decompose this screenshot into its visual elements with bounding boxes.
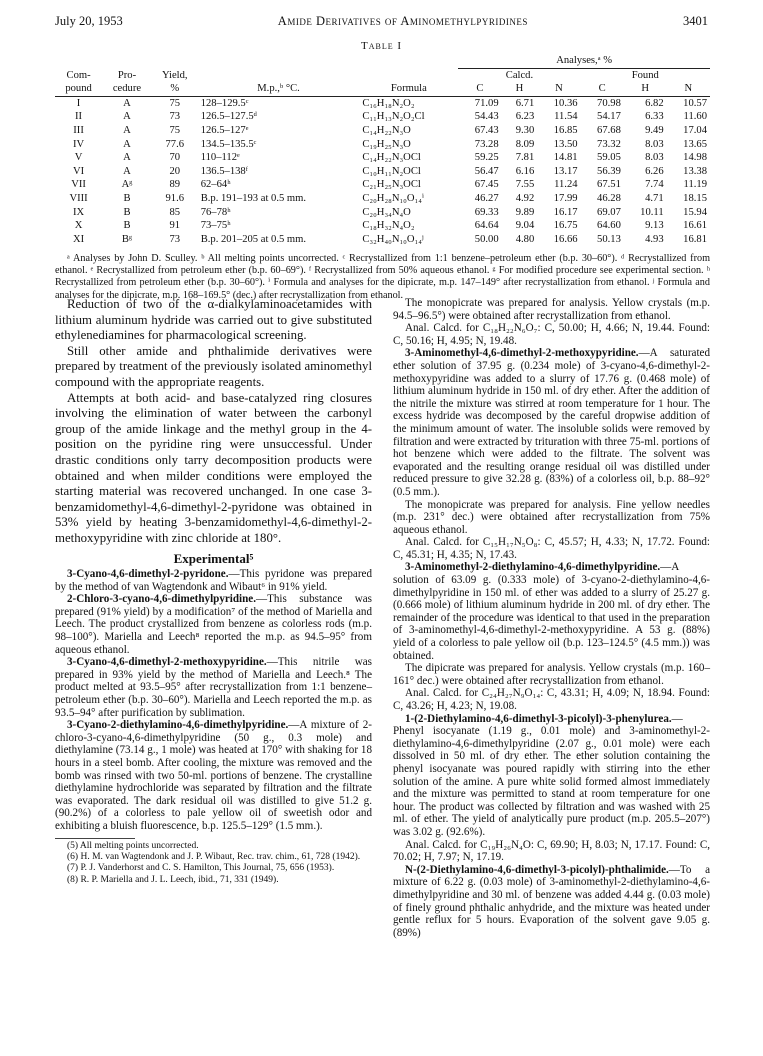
table-cell-formula: C₁₈H₃₂N₄O₂: [362, 220, 415, 232]
paragraph: The monopicrate was prepared for analysis. Fine yellow needles (m.p. 231° dec.) were obtained after recrystallization from 75% aqueous ethanol.: [393, 498, 710, 536]
reference: (8) R. P. Mariella and J. L. Leech, ibid., 71, 331 (1949).: [67, 874, 279, 885]
table-cell-ch: 4.80: [515, 233, 535, 245]
table-cell-fn: 15.94: [683, 206, 707, 218]
table-cell-cn: 16.85: [553, 124, 578, 136]
table-cell-ch: 6.16: [515, 165, 535, 177]
table-cell-cn: 16.75: [553, 220, 578, 232]
calcd-header: Calcd.: [505, 69, 534, 81]
table-row: [55, 165, 710, 179]
table-cell-fh: 6.33: [645, 111, 664, 123]
table-row: [55, 151, 710, 165]
table-row: [55, 110, 710, 124]
table-row: [55, 96, 710, 110]
table-cell-cc: 50.00: [474, 233, 499, 245]
table-cell-formula: C₁₄H₂₂N₃O: [362, 124, 411, 136]
table-cell-yield: 91.6: [165, 192, 185, 204]
table-cell-cn: 10.36: [553, 97, 578, 109]
table-cell-fn: 13.38: [683, 165, 707, 177]
table-cell-fc: 46.28: [597, 192, 621, 204]
table-cell-cc: 71.09: [474, 97, 499, 109]
table-cell-cmp: III: [73, 124, 84, 136]
table-cell-fh: 8.03: [645, 152, 664, 164]
table-footnotes: [55, 253, 710, 302]
paragraph: 3-Cyano-2-diethylamino-4,6-dimethylpyridine.—A mixture of 2-chloro-3-cyano-4,6-dimethylpyridine (50 g., 0.3 mole) and diethylamine (73.14 g., 1 mole) was heated at 170° with shaking for 18 hours in a steel bomb. After cooling, the mixture was removed and the bomb was rinsed with two 50-ml. portions of benzene. The crystalline diethylamine hydrochloride was separated by filtration and the filtrate was evaporated. The dark residual oil was distilled to give 51.2 g. (90.2%) of a colorless to pale yellow oil of sweetish odor and exhibiting a bluish fluorescence, b.p. 125.5–129° (1.5 mm.).: [55, 719, 372, 832]
table-cell-proc: A: [123, 138, 131, 150]
table-cell-mp: 126.5–127.5ᵈ: [200, 111, 257, 123]
table-body: [55, 96, 710, 246]
table-cell-fh: 9.13: [645, 220, 664, 232]
table-cell-ch: 7.55: [515, 179, 535, 191]
table-cell-ch: 6.23: [515, 111, 535, 123]
compound-name: 3-Cyano-4,6-dimethyl-2-methoxypyridine.: [67, 656, 267, 669]
table-cell-cmp: XI: [72, 233, 85, 245]
table-cell-cmp: II: [75, 111, 83, 123]
table-cell-mp: B.p. 191–193 at 0.5 mm.: [200, 192, 307, 204]
table-cell-cmp: X: [74, 220, 83, 232]
table-cell-mp: 136.5–138ᶠ: [200, 165, 248, 177]
table-cell-cc: 59.25: [474, 152, 499, 164]
table-cell-formula: C₁₁H₁₃N₂O₂Cl: [362, 111, 425, 123]
table-row: [55, 233, 710, 247]
table-cell-yield: 77.6: [165, 138, 185, 150]
table-cell-cc: 46.27: [474, 192, 499, 204]
table-cell-yield: 85: [169, 206, 181, 218]
table-cell-yield: 73: [169, 233, 181, 245]
table-cell-fh: 10.11: [640, 206, 664, 218]
compound-name: 2-Chloro-3-cyano-4,6-dimethylpyridine.: [67, 593, 256, 606]
table-cell-ch: 9.04: [515, 220, 535, 232]
header-title: Amide Derivatives of Aminomethylpyridines: [277, 14, 528, 28]
table-cell-cmp: I: [76, 97, 81, 109]
table-cell-cc: 64.64: [474, 220, 499, 232]
table-cell-ch: 9.30: [515, 124, 535, 136]
table-cell-ch: 7.81: [515, 152, 535, 164]
table-cell-yield: 89: [169, 179, 181, 191]
compound-name: 3-Cyano-4,6-dimethyl-2-pyridone.: [67, 568, 229, 581]
table-cell-fh: 6.26: [645, 165, 664, 177]
table-row: [55, 178, 710, 192]
footnote-text: ᵃ Analyses by John D. Sculley. ᵇ All melting points uncorrected. ᶜ Recrystallized from 1:1 benzene–petroleum ether (b.p. 30–60°). ᵈ Recrystallized from ethanol. ᵉ Recrystallized from petroleum ether (b.p. 60–69°). ᶠ Recrystallized from 50% aqueous ethanol. ᵍ For modified procedure see experimental section. ʰ Recrystallized from petroleum ether (b.p. 30–60°). ⁱ Formula and analyses for the dipicrate, m.p. 147–149° after recrystallization from ethanol. ʲ Formula and analyses for the dipicrate, m.p. 168–169.5° (dec.) after recrystallization from ethanol.: [55, 253, 710, 301]
table-cell-cn: 13.17: [553, 165, 578, 177]
table-cell-fn: 16.61: [683, 220, 707, 232]
table-cell-cc: 56.47: [474, 165, 499, 177]
table-cell-proc: Bᵍ: [121, 233, 133, 245]
table-cell-cc: 67.45: [474, 179, 499, 191]
paragraph: 2-Chloro-3-cyano-4,6-dimethylpyridine.—This substance was prepared (91% yield) by a modification⁷ of the method of Mariella and Leech. The product crystallized from benzene as colorless rods (m.p. 98–100°). Mariella and Leech⁸ reported the m.p. as 94.5–95° from aqueous ethanol.: [55, 593, 372, 656]
analyses-header: Analyses,ᵃ %: [458, 54, 710, 68]
table-row: [55, 192, 710, 206]
table-cell-mp: 110–112ᵉ: [200, 152, 240, 164]
table-cell-proc: A: [123, 152, 131, 164]
data-table-container: [55, 54, 710, 246]
table-cell-fc: 59.05: [597, 152, 621, 164]
table-cell-mp: 134.5–135.5ᶜ: [200, 138, 257, 150]
paragraph: Attempts at both acid- and base-catalyzed ring closures involving the elimination of water between the carbonyl group of the amide linkage and the methyl group in the 4-position on the pyridine ring were unsuccessful. Under drastic conditions only tarry decomposition products were obtained and when milder conditions were employed the starting material was recovered unchanged. In one case 3-benzamidomethyl-4,6-dimethyl-2-pyridone was obtained in 53% yield by heating 3-benzamidomethyl-4,6-dimethyl-2-methoxypyridine with zinc chloride at 180°.: [55, 390, 372, 545]
table-cell-proc: A: [123, 111, 131, 123]
table-cell-ch: 8.09: [515, 138, 535, 150]
paragraph: Anal. Calcd. for C₁₈H₂₂N₆O₇: C, 50.00; H, 4.66; N, 19.44. Found: C, 50.16; H, 4.95; N, 19.48.: [393, 322, 710, 347]
table-cell-cn: 13.50: [553, 138, 578, 150]
table-cell-fc: 50.13: [597, 233, 621, 245]
paragraph: Anal. Calcd. for C₂₄H₂₇N₉O₁₄: C, 43.31; H, 4.09; N, 18.94. Found: C, 43.26; H, 4.23; N, 19.08.: [393, 687, 710, 712]
paragraph: 3-Cyano-4,6-dimethyl-2-pyridone.—This pyridone was prepared by the method of van Wagtendonk and Wibaut⁶ in 91% yield.: [55, 568, 372, 593]
table-cell-cn: 16.17: [553, 206, 578, 218]
table-cell-ch: 6.71: [515, 97, 535, 109]
found-header: Found: [631, 69, 659, 81]
table-cell-ch: 4.92: [515, 192, 535, 204]
table-cell-fc: 70.98: [597, 97, 621, 109]
paragraph: 3-Aminomethyl-2-diethylamino-4,6-dimethylpyridine.—A solution of 63.09 g. (0.333 mole) of 3-cyano-2-diethylamino-4,6-dimethylpyridine in 150 ml. of ether was added to a slurry of 25.27 g. (0.666 mole) of lithium aluminum hydride in 200 ml. of dry ether. The remainder of the procedure was identical to that used in the preparation of 3-aminomethyl-4,6-dimethyl-2-methoxypyridine. A 53 g. (88%) yield of a colorless to pale yellow oil (b.p. 123–124.5° (4.5 mm.)) was obtained.: [393, 561, 710, 662]
table-cell-fc: 54.17: [597, 111, 621, 123]
table-cell-cn: 17.99: [553, 192, 578, 204]
table-cell-fn: 17.04: [683, 124, 707, 136]
table-cell-yield: 20: [169, 165, 181, 177]
table-cell-formula: C₂₀H₃₄N₄O: [362, 206, 411, 218]
table-cell-cc: 69.33: [474, 206, 499, 218]
table-cell-cmp: IV: [72, 138, 85, 150]
table-cell-fn: 14.98: [683, 152, 707, 164]
col-procedure: Pro- cedure: [112, 69, 142, 95]
table-cell-fc: 64.60: [597, 220, 621, 232]
table-cell-formula: C₁₄H₂₂N₃OCl: [362, 152, 421, 164]
table-cell-cc: 73.28: [474, 138, 499, 150]
table-cell-formula: C₂₀H₂₈N₁₀O₁₄ⁱ: [362, 192, 425, 204]
table-cell-fn: 16.81: [683, 233, 707, 245]
table-cell-mp: B.p. 201–205 at 0.5 mm.: [200, 233, 307, 245]
paragraph: The dipicrate was prepared for analysis. Yellow crystals (m.p. 160–161° dec.) were obtained after recrystallization from ethanol.: [393, 662, 710, 687]
table-cell-fn: 18.15: [683, 192, 707, 204]
col-found-h: H: [641, 83, 650, 95]
compound-name: 3-Aminomethyl-2-diethylamino-4,6-dimethylpyridine.: [405, 561, 661, 574]
table-cell-cn: 14.81: [553, 152, 578, 164]
table-cell-fh: 4.93: [645, 233, 664, 245]
table-cell-proc: A: [123, 124, 131, 136]
table-cell-proc: Aᵍ: [121, 179, 133, 191]
table-cell-cc: 54.43: [474, 111, 499, 123]
table-cell-ch: 9.89: [515, 206, 535, 218]
table-cell-cmp: IX: [72, 206, 85, 218]
table-cell-cmp: V: [74, 152, 83, 164]
table-cell-fc: 67.68: [597, 124, 621, 136]
table-cell-mp: 76–78ʰ: [200, 206, 231, 218]
col-found-c: C: [598, 83, 606, 95]
table-cell-cmp: VII: [71, 179, 86, 191]
table-cell-yield: 70: [169, 152, 181, 164]
table-cell-mp: 128–129.5ᶜ: [200, 97, 249, 109]
table-cell-fn: 10.57: [683, 97, 707, 109]
table-cell-fc: 69.07: [597, 206, 621, 218]
table-cell-proc: A: [123, 165, 131, 177]
table-cell-formula: C₁₀H₁₁N₂OCl: [362, 165, 421, 177]
table-cell-formula: C₁₆H₁₈N₂O₂: [362, 97, 415, 109]
data-table: [55, 54, 710, 246]
paragraph: Anal. Calcd. for C₁₉H₂₆N₄O: C, 69.90; H, 8.03; N, 17.17. Found: C, 70.02; H, 7.97; N, 17.19.: [393, 838, 710, 864]
col-mp: M.p.,ᵇ °C.: [257, 83, 300, 95]
table-row: [55, 138, 710, 152]
col-yield: Yield, %: [161, 69, 188, 95]
table-cell-fc: 56.39: [597, 165, 621, 177]
col-calcd-c: C: [476, 83, 484, 95]
table-cell-fh: 8.03: [645, 138, 664, 150]
table-cell-fc: 67.51: [597, 179, 621, 191]
paragraph: 1-(2-Diethylamino-4,6-dimethyl-3-picolyl)-3-phenylurea.—Phenyl isocyanate (1.19 g., 0.01 mole) and 3-aminomethyl-2-diethylamino-4,6-dimethylpyridine (2.07 g., 0.01 mole) were each dissolved in 50 ml. of dry ether. The ether solution containing the phenyl isocyanate was poured rapidly with stirring into the ether solution of the amine. A pure white solid formed almost immediately and the mixture was permitted to stand at room temperature for one hour. The product was collected by filtration and was washed with 25 ml. of ether. The yield of analytically pure product (m.p. 205.5–207°) was 3.02 g. (92.6%).: [393, 712, 710, 838]
table-cell-yield: 75: [169, 124, 181, 136]
reference: (5) All melting points uncorrected.: [67, 840, 199, 851]
table-cell-yield: 75: [169, 97, 181, 109]
paragraph: N-(2-Diethylamino-4,6-dimethyl-3-picolyl)-phthalimide.—To a mixture of 6.22 g. (0.03 mole) of 3-aminomethyl-2-diethylamino-4,6-dimethylpyridine and 30 ml. of benzene was added 4.44 g. (0.03 mole) of finely ground phthalic anhydride, and the mixture was heated under gentle reflux for 5 hours. Evaporation of the solvent gave 9.05 g. (89%): [393, 863, 710, 939]
table-cell-fh: 7.74: [645, 179, 664, 191]
paragraph: Reduction of two of the α-dialkylaminoacetamides with lithium aluminum hydride was carried out to give substituted ethylenediamines for pharmacological screening.: [55, 297, 372, 343]
paragraph: Anal. Calcd. for C₁₅H₁₇N₅O₈: C, 45.57; H, 4.33; N, 17.72. Found: C, 45.31; H, 4.35; N, 17.43.: [393, 536, 710, 561]
table-cell-mp: 73–75ʰ: [200, 220, 231, 232]
table-cell-cn: 16.66: [553, 233, 578, 245]
table-cell-cmp: VI: [72, 165, 85, 177]
table-cell-proc: B: [123, 192, 131, 204]
col-calcd-n: N: [555, 83, 563, 95]
references: [55, 841, 372, 887]
col-formula: Formula: [390, 83, 427, 95]
reference: (7) P. J. Vanderhorst and C. S. Hamilton, This Journal, 75, 656 (1953).: [67, 863, 335, 874]
table-cell-cn: 11.54: [554, 111, 578, 123]
compound-name: 3-Cyano-2-diethylamino-4,6-dimethylpyridine.: [67, 719, 289, 732]
table-cell-fh: 9.49: [645, 124, 664, 136]
paragraph: 3-Aminomethyl-4,6-dimethyl-2-methoxypyridine.—A saturated ether solution of 37.95 g. (0.234 mole) of 3-cyano-4,6-dimethyl-2-methoxypyridine was added to a slurry of 17.76 g. (0.468 mole) of lithium aluminum hydride in 150 ml. of dry ether. After the addition of the nitrile the mixture was stirred at room temperature for 1 hour. The excess hydride was decomposed by the careful dropwise addition of the minimum amount of water. The insoluble solids were removed by filtration and were extracted by trituration with three 75-ml. portions of hot benzene which were added to the filtrate. The solvent was evaporated and the resulting orange residual oil was distilled under reduced pressure to give 32.28 g. (83%) of a colorless oil, b.p. 88–92° (0.5 mm.).: [393, 347, 711, 498]
table-cell-yield: 73: [169, 111, 181, 123]
table-cell-cn: 11.24: [554, 179, 578, 191]
compound-name: 1-(2-Diethylamino-4,6-dimethyl-3-picolyl)-3-phenylurea.: [405, 712, 672, 725]
compound-name: 3-Aminomethyl-4,6-dimethyl-2-methoxypyridine.: [405, 347, 639, 360]
table-cell-yield: 91: [169, 220, 181, 232]
left-column: [55, 297, 372, 886]
table-cell-proc: B: [123, 220, 131, 232]
table-cell-fh: 4.71: [645, 192, 664, 204]
table-cell-mp: 126.5–127ᵉ: [200, 124, 249, 136]
section-heading-experimental: Experimental⁵: [173, 550, 254, 566]
page-number: 3401: [682, 14, 708, 28]
compound-name: N-(2-Diethylamino-4,6-dimethyl-3-picolyl)-phthalimide.: [405, 863, 669, 876]
reference: (6) H. M. van Wagtendonk and J. P. Wibaut, Rec. trav. chim., 61, 728 (1942).: [67, 851, 361, 862]
table-cell-mp: 62–64ʰ: [200, 179, 231, 191]
header-date: July 20, 1953: [55, 14, 123, 28]
table-cell-proc: A: [123, 97, 131, 109]
table-cell-fn: 11.19: [683, 179, 707, 191]
table-cell-fn: 11.60: [683, 111, 707, 123]
table-cell-fn: 13.65: [683, 138, 707, 150]
paragraph: 3-Cyano-4,6-dimethyl-2-methoxypyridine.—This nitrile was prepared in 93% yield by the method of Mariella and Leech.⁸ The product melted at 93.5–95° after recrystallization from 1:1 benzene–petroleum ether (b.p. 30–60°). Mariella and Leech reported the m.p. as 93.5–94° after purification by sublimation.: [55, 656, 372, 719]
table-row: [55, 219, 710, 233]
table-cell-cc: 67.43: [474, 124, 499, 136]
table-title: Table I: [360, 40, 403, 52]
table-row: [55, 124, 710, 138]
running-header: [55, 14, 708, 32]
table-cell-formula: C₃₂H₄₀N₁₀O₁₄ʲ: [362, 233, 424, 245]
col-found-n: N: [684, 83, 693, 95]
table-cell-fh: 6.82: [645, 97, 664, 109]
col-compound: Com- pound: [65, 69, 92, 95]
table-cell-formula: C₁₉H₂₅N₃O: [362, 138, 411, 150]
paragraph: Still other amide and phthalimide derivatives were prepared by treatment of the previously isolated aminomethyl compound with the appropriate reagents.: [55, 343, 372, 389]
right-column: [393, 297, 710, 939]
table-row: [55, 206, 710, 220]
table-cell-cmp: VIII: [69, 192, 88, 204]
table-cell-fc: 73.32: [597, 138, 621, 150]
paragraph: The monopicrate was prepared for analysis. Yellow crystals (m.p. 94.5–96.5°) were obtained after recrystallization from ethanol.: [393, 297, 710, 322]
col-calcd-h: H: [515, 83, 524, 95]
table-cell-formula: C₂₁H₂₅N₃OCl: [362, 179, 421, 191]
table-cell-proc: B: [123, 206, 131, 218]
